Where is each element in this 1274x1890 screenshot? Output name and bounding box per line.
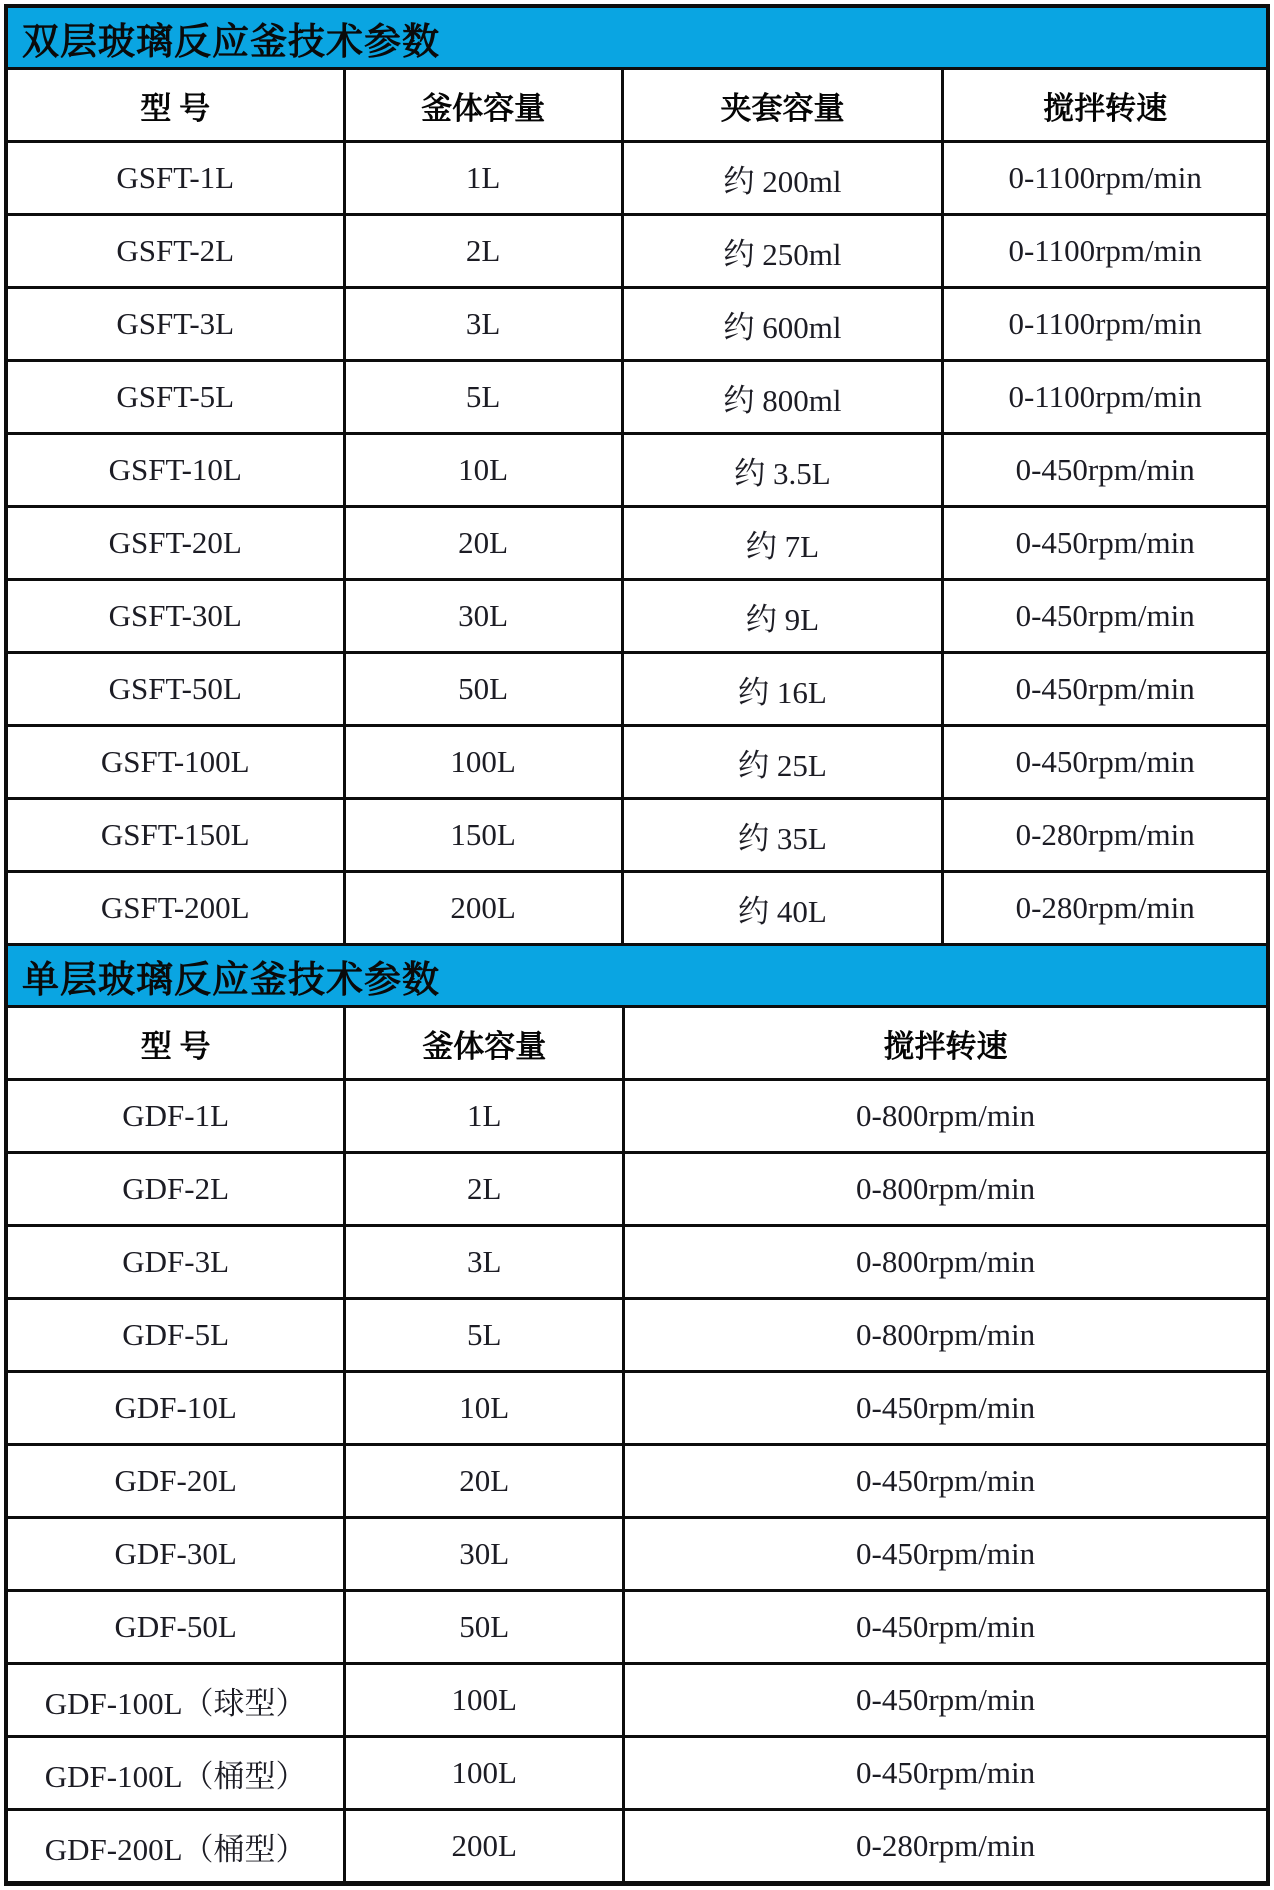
stir-speed-cell: 0-1100rpm/min (944, 289, 1266, 359)
table-row (8, 143, 1266, 213)
table-row (8, 1592, 1266, 1662)
vessel-capacity-cell: 100L (346, 1665, 622, 1735)
model-cell: GSFT-200L (8, 873, 343, 943)
table-row (8, 1811, 1266, 1881)
vessel-capacity-cell: 30L (346, 581, 621, 651)
section-header-single-layer (8, 946, 1266, 1005)
table-row (8, 1081, 1266, 1151)
stir-speed-cell: 0-800rpm/min (625, 1300, 1266, 1370)
stir-speed-cell: 0-800rpm/min (625, 1154, 1266, 1224)
column-header-model: 型 号 (8, 70, 343, 140)
vessel-capacity-cell: 3L (346, 1227, 622, 1297)
table-row (8, 1519, 1266, 1589)
stir-speed-cell: 0-280rpm/min (625, 1811, 1266, 1881)
jacket-capacity-cell: 约 250ml (624, 216, 942, 286)
model-cell: GSFT-50L (8, 654, 343, 724)
column-header-stir-speed: 搅拌转速 (944, 70, 1266, 140)
vessel-capacity-cell: 150L (346, 800, 621, 870)
section-title: 双层玻璃反应釜技术参数 (22, 21, 440, 63)
jacket-capacity-cell: 约 35L (624, 800, 942, 870)
stir-speed-cell: 0-450rpm/min (944, 727, 1266, 797)
vessel-capacity-cell: 200L (346, 1811, 622, 1881)
vessel-capacity-cell: 1L (346, 143, 621, 213)
table-row (8, 727, 1266, 797)
model-cell: GDF-100L（球型） (8, 1665, 343, 1735)
spec-tables-frame (4, 4, 1270, 1886)
stir-speed-cell: 0-280rpm/min (944, 800, 1266, 870)
vessel-capacity-cell: 10L (346, 435, 621, 505)
single-layer-header-row (8, 1008, 1266, 1078)
table-row (8, 1665, 1266, 1735)
model-cell: GDF-200L（桶型） (8, 1811, 343, 1881)
model-cell: GSFT-30L (8, 581, 343, 651)
vessel-capacity-cell: 50L (346, 1592, 622, 1662)
vessel-capacity-cell: 5L (346, 1300, 622, 1370)
vessel-capacity-cell: 3L (346, 289, 621, 359)
jacket-capacity-cell: 约 800ml (624, 362, 942, 432)
stir-speed-cell: 0-450rpm/min (625, 1738, 1266, 1808)
stir-speed-cell: 0-450rpm/min (625, 1519, 1266, 1589)
column-header-stir-speed: 搅拌转速 (625, 1008, 1266, 1078)
model-cell: GDF-2L (8, 1154, 343, 1224)
stir-speed-cell: 0-450rpm/min (625, 1592, 1266, 1662)
vessel-capacity-cell: 20L (346, 1446, 622, 1516)
vessel-capacity-cell: 20L (346, 508, 621, 578)
table-row (8, 435, 1266, 505)
model-cell: GDF-3L (8, 1227, 343, 1297)
table-row (8, 216, 1266, 286)
model-cell: GDF-50L (8, 1592, 343, 1662)
double-layer-table (8, 70, 1266, 943)
stir-speed-cell: 0-1100rpm/min (944, 143, 1266, 213)
jacket-capacity-cell: 约 3.5L (624, 435, 942, 505)
vessel-capacity-cell: 5L (346, 362, 621, 432)
model-cell: GSFT-10L (8, 435, 343, 505)
stir-speed-cell: 0-450rpm/min (625, 1446, 1266, 1516)
table-row (8, 1738, 1266, 1808)
table-row (8, 1227, 1266, 1297)
table-row (8, 508, 1266, 578)
model-cell: GSFT-2L (8, 216, 343, 286)
table-row (8, 362, 1266, 432)
model-cell: GDF-5L (8, 1300, 343, 1370)
column-header-model: 型 号 (8, 1008, 343, 1078)
model-cell: GSFT-150L (8, 800, 343, 870)
column-header-vessel-capacity: 釜体容量 (346, 70, 621, 140)
stir-speed-cell: 0-450rpm/min (944, 581, 1266, 651)
stir-speed-cell: 0-1100rpm/min (944, 362, 1266, 432)
vessel-capacity-cell: 2L (346, 1154, 622, 1224)
jacket-capacity-cell: 约 40L (624, 873, 942, 943)
jacket-capacity-cell: 约 7L (624, 508, 942, 578)
model-cell: GSFT-100L (8, 727, 343, 797)
jacket-capacity-cell: 约 16L (624, 654, 942, 724)
double-layer-header-row (8, 70, 1266, 140)
stir-speed-cell: 0-450rpm/min (625, 1665, 1266, 1735)
vessel-capacity-cell: 1L (346, 1081, 622, 1151)
vessel-capacity-cell: 30L (346, 1519, 622, 1589)
model-cell: GDF-100L（桶型） (8, 1738, 343, 1808)
table-row (8, 800, 1266, 870)
jacket-capacity-cell: 约 200ml (624, 143, 942, 213)
section-title: 单层玻璃反应釜技术参数 (22, 959, 440, 1001)
table-row (8, 1154, 1266, 1224)
stir-speed-cell: 0-450rpm/min (625, 1373, 1266, 1443)
table-row (8, 654, 1266, 724)
jacket-capacity-cell: 约 9L (624, 581, 942, 651)
vessel-capacity-cell: 2L (346, 216, 621, 286)
stir-speed-cell: 0-1100rpm/min (944, 216, 1266, 286)
column-header-jacket-capacity: 夹套容量 (624, 70, 942, 140)
model-cell: GDF-10L (8, 1373, 343, 1443)
vessel-capacity-cell: 100L (346, 1738, 622, 1808)
vessel-capacity-cell: 200L (346, 873, 621, 943)
table-row (8, 289, 1266, 359)
vessel-capacity-cell: 10L (346, 1373, 622, 1443)
section-header-double-layer (8, 8, 1266, 67)
model-cell: GDF-30L (8, 1519, 343, 1589)
table-row (8, 873, 1266, 943)
stir-speed-cell: 0-280rpm/min (944, 873, 1266, 943)
model-cell: GSFT-5L (8, 362, 343, 432)
stir-speed-cell: 0-450rpm/min (944, 654, 1266, 724)
model-cell: GSFT-3L (8, 289, 343, 359)
stir-speed-cell: 0-450rpm/min (944, 435, 1266, 505)
model-cell: GSFT-1L (8, 143, 343, 213)
table-row (8, 1300, 1266, 1370)
vessel-capacity-cell: 50L (346, 654, 621, 724)
model-cell: GDF-20L (8, 1446, 343, 1516)
stir-speed-cell: 0-800rpm/min (625, 1081, 1266, 1151)
table-row (8, 1373, 1266, 1443)
jacket-capacity-cell: 约 25L (624, 727, 942, 797)
stir-speed-cell: 0-800rpm/min (625, 1227, 1266, 1297)
model-cell: GSFT-20L (8, 508, 343, 578)
model-cell: GDF-1L (8, 1081, 343, 1151)
vessel-capacity-cell: 100L (346, 727, 621, 797)
table-row (8, 1446, 1266, 1516)
table-row (8, 581, 1266, 651)
single-layer-table (8, 1008, 1266, 1881)
stir-speed-cell: 0-450rpm/min (944, 508, 1266, 578)
jacket-capacity-cell: 约 600ml (624, 289, 942, 359)
column-header-vessel-capacity: 釜体容量 (346, 1008, 622, 1078)
